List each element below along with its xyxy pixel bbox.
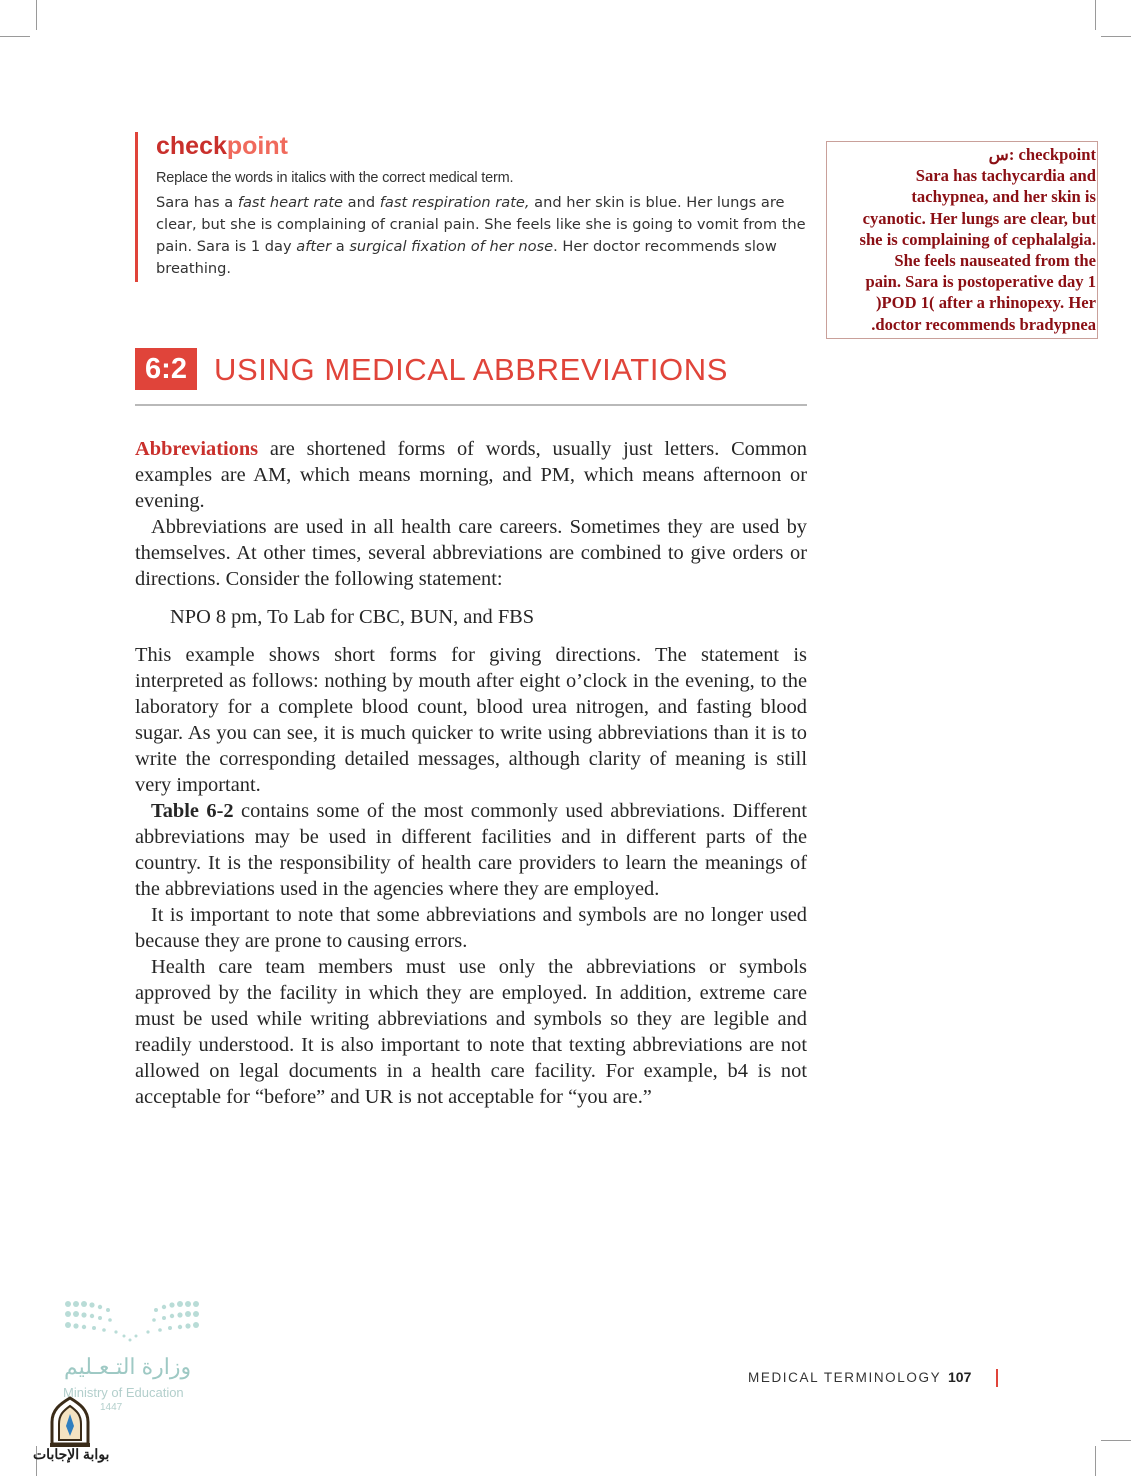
question-text: . Her doctor recommends slow breathing. xyxy=(156,238,777,277)
question-text: and her skin is blue. Her lungs are clear, but she is complaining of cranial pain. She feels like she is going to vomit from the pain. Sara is 1 day xyxy=(156,194,806,255)
footer-divider xyxy=(996,1369,998,1387)
ministry-name-arabic: وزارة التـعـليم xyxy=(64,1354,192,1379)
section-number: 6:2 xyxy=(135,348,197,390)
paragraph xyxy=(135,436,807,514)
crop-mark xyxy=(36,0,37,30)
answer-line: .doctor recommends bradypnea xyxy=(871,314,1096,334)
body-text xyxy=(135,436,807,1110)
keyword: Abbreviations xyxy=(135,438,259,460)
table-reference: Table 6-2 xyxy=(151,800,234,822)
checkpoint-title-part2: point xyxy=(226,132,288,160)
paragraph: This example shows short forms for giving directions. The statement is interpreted as follows: nothing by mouth after eight o’clock in the evening, to the laboratory for a complete blood count, blood urea nitrogen, and fasting blood sugar. As you can see, it is much quicker to write using abbreviations than it is to write the corresponding detailed messages, although clarity of meaning is still very important. xyxy=(135,644,807,796)
crop-mark xyxy=(0,36,30,37)
paragraph xyxy=(135,798,807,902)
checkpoint-title-part1: check xyxy=(156,132,227,160)
question-italic: fast respiration rate, xyxy=(379,194,530,211)
answer-line: س: checkpoint xyxy=(988,145,1096,164)
question-text: a xyxy=(331,238,350,255)
site-name-arabic: بوابة الإجابات xyxy=(33,1446,110,1462)
checkpoint-title xyxy=(156,132,807,160)
question-italic: after xyxy=(296,238,332,255)
ministry-logo-icon xyxy=(64,1300,200,1344)
checkpoint-instruction: Replace the words in italics with the correct medical term. xyxy=(156,170,514,186)
answer-line: pain. Sara is postoperative day 1 xyxy=(865,272,1096,292)
ministry-year: 1447 xyxy=(100,1402,123,1413)
answer-box xyxy=(826,141,1098,339)
page-number: 107 xyxy=(948,1369,972,1385)
answer-line: tachypnea, and her skin is xyxy=(911,187,1096,207)
paragraph: Health care team members must use only the abbreviations or symbols approved by the facility in which they are employed. In addition, extreme care must be used while writing abbreviations and symbols so they are legible and readily understood. It is also important to note that texting abbreviations are not allowed on legal documents in a health care facility. For example, b4 is not acceptable for “before” and UR is not acceptable for “you are.” xyxy=(135,956,807,1108)
checkpoint-question xyxy=(156,192,807,280)
crop-mark xyxy=(1095,0,1096,30)
paragraph-text: are shortened forms of words, usually just letters. Common examples are AM, which means morning, and PM, which means afternoon or evening. xyxy=(135,438,807,512)
question-italic: fast heart rate xyxy=(237,194,344,211)
paragraph: Abbreviations are used in all health care careers. Sometimes they are used by themselves. At other times, several abbreviations are combined to give orders or directions. Consider the following statement: xyxy=(135,516,807,590)
answer-line: cyanotic. Her lungs are clear, but xyxy=(862,208,1096,228)
question-italic: surgical fixation of her nose xyxy=(349,238,554,255)
section-title: USING MEDICAL ABBREVIATIONS xyxy=(214,352,729,387)
crop-mark xyxy=(1101,1440,1131,1441)
answer-line: )POD 1( after a rhinopexy. Her xyxy=(876,293,1096,313)
crop-mark xyxy=(1095,1446,1096,1476)
section-heading xyxy=(135,348,807,406)
crop-mark xyxy=(1101,36,1131,37)
footer-book-title: MEDICAL TERMINOLOGY xyxy=(748,1370,942,1385)
ministry-name-english: Ministry of Education xyxy=(63,1385,184,1400)
paragraph: It is important to note that some abbreviations and symbols are no longer used because they are prone to causing errors. xyxy=(135,904,807,952)
answer-line: She feels nauseated from the xyxy=(894,251,1096,271)
paragraph-text: contains some of the most commonly used abbreviations. Different abbreviations may be used in different facilities and in different parts of the country. It is the responsibility of health care providers to learn the meanings of the abbreviations used in the agencies where they are employed. xyxy=(135,800,807,900)
answer-line: Sara has tachycardia and xyxy=(915,166,1096,186)
checkpoint-box xyxy=(135,132,807,282)
question-text: Sara has a xyxy=(156,194,238,211)
example-statement: NPO 8 pm, To Lab for CBC, BUN, and FBS xyxy=(170,606,535,628)
mosque-logo-icon xyxy=(46,1396,94,1448)
question-text: and xyxy=(343,194,380,211)
answer-line: she is complaining of cephalalgia. xyxy=(859,229,1096,249)
